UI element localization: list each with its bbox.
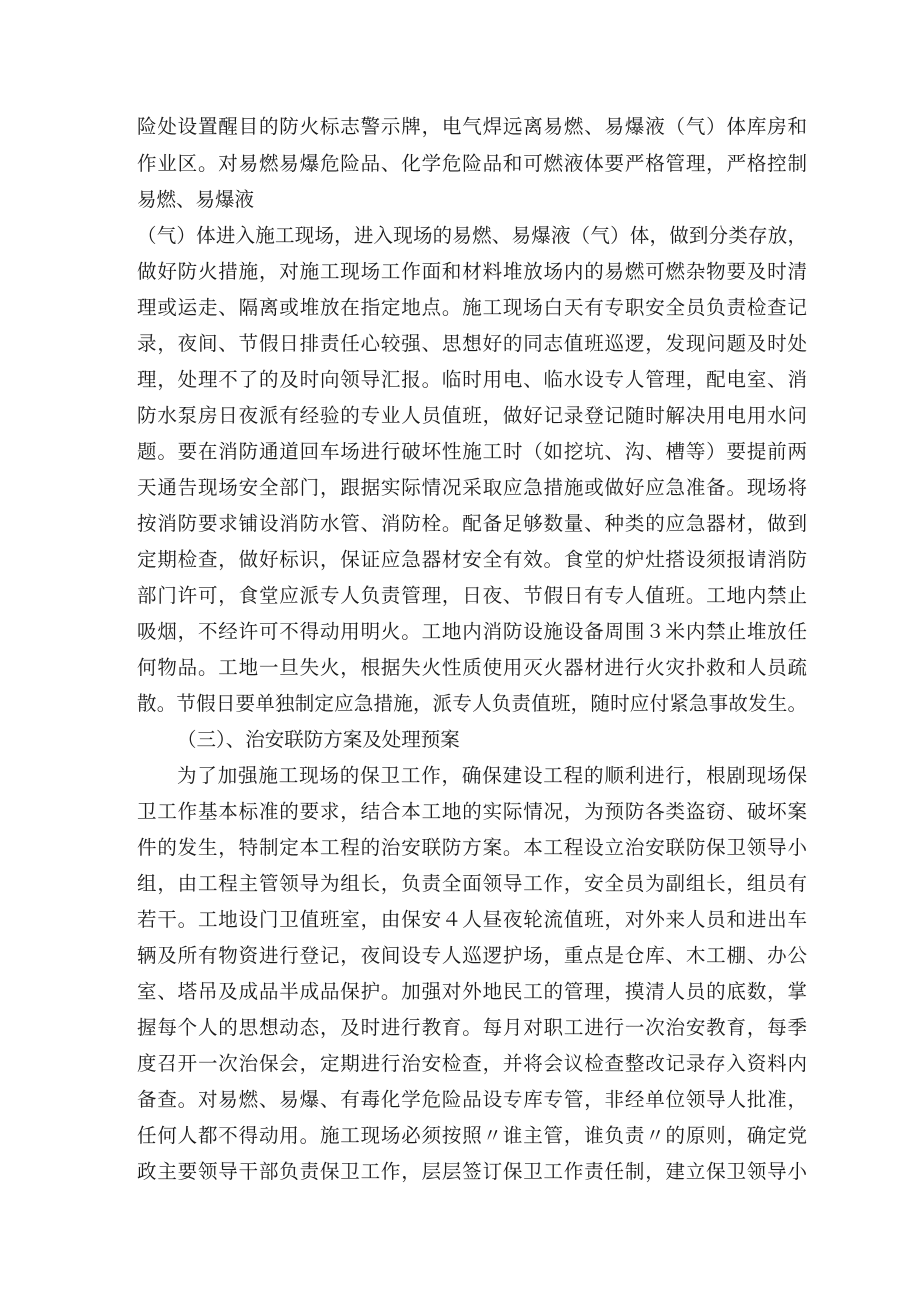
paragraph-line: 吸烟，不经许可不得动用明火。工地内消防设施设备周围３米内禁止堆放任 [137,620,807,643]
paragraph-line: 定期检查，做好标识，保证应急器材安全有效。食堂的炉灶搭设须报请消防 [137,548,807,571]
paragraph-line: 室、塔吊及成品半成品保护。加强对外地民工的管理，摸清人员的底数，掌 [137,980,807,1003]
paragraph-line: 备查。对易燃、易爆、有毒化学危险品设专库专管，非经单位领导人批准， [137,1088,807,1111]
paragraph-line: 何物品。工地一旦失火，根据失火性质使用灭火器材进行火灾扑救和人员疏 [137,656,807,679]
paragraph-line: 题。要在消防通道回车场进行破坏性施工时（如挖坑、沟、槽等）要提前两 [137,440,807,463]
paragraph-line: 散。节假日要单独制定应急措施，派专人负责值班，随时应付紧急事故发生。 [137,692,807,715]
paragraph-line: 天通告现场安全部门，跟据实际情况采取应急措施或做好应急准备。现场将 [137,476,807,499]
paragraph-line: 录，夜间、节假日排责任心较强、思想好的同志值班巡逻，发现问题及时处 [137,332,807,355]
paragraph-line: 做好防火措施，对施工现场工作面和材料堆放场内的易燃可燃杂物要及时清 [137,260,807,283]
paragraph-line: 度召开一次治保会，定期进行治安检查，并将会议检查整改记录存入资料内 [137,1052,807,1075]
paragraph-line: 按消防要求铺设消防水管、消防栓。配备足够数量、种类的应急器材，做到 [137,512,807,535]
paragraph-line: 易燃、易爆液 [137,188,255,211]
paragraph-line: 辆及所有物资进行登记，夜间设专人巡逻护场，重点是仓库、木工棚、办公 [137,944,807,967]
paragraph-line: 若干。工地设门卫值班室，由保安４人昼夜轮流值班，对外来人员和进出车 [137,908,807,931]
paragraph-line: 为了加强施工现场的保卫工作，确保建设工程的顺利进行，根剧现场保 [177,764,807,787]
paragraph-line: 作业区。对易燃易爆危险品、化学危险品和可燃液体要严格管理，严格控制 [137,152,807,175]
paragraph-line: 任何人都不得动用。施工现场必须按照〃谁主管，谁负责〃的原则，确定党 [137,1124,807,1147]
paragraph-line: （气）体进入施工现场，进入现场的易燃、易爆液（气）体，做到分类存放， [137,224,807,247]
paragraph-line: 部门许可，食堂应派专人负责管理，日夜、节假日有专人值班。工地内禁止 [137,584,807,607]
section-heading: （三）、治安联防方案及处理预案 [177,728,460,751]
paragraph-line: 卫工作基本标准的要求，结合本工地的实际情况，为预防各类盗窃、破坏案 [137,800,807,823]
paragraph-line: 组，由工程主管领导为组长，负责全面领导工作，安全员为副组长，组员有 [137,872,807,895]
paragraph-line: 防水泵房日夜派有经验的专业人员值班，做好记录登记随时解决用电用水问 [137,404,807,427]
paragraph-line: 握每个人的思想动态，及时进行教育。每月对职工进行一次治安教育，每季 [137,1016,807,1039]
paragraph-line: 件的发生，特制定本工程的治安联防方案。本工程设立治安联防保卫领导小 [137,836,807,859]
paragraph-line: 险处设置醒目的防火标志警示牌，电气焊远离易燃、易爆液（气）体库房和 [137,115,807,138]
paragraph-line: 理，处理不了的及时向领导汇报。临时用电、临水设专人管理，配电室、消 [137,368,807,391]
paragraph-line: 政主要领导干部负责保卫工作，层层签订保卫工作责任制，建立保卫领导小 [137,1160,807,1183]
paragraph-line: 理或运走、隔离或堆放在指定地点。施工现场白天有专职安全员负责检查记 [137,296,807,319]
